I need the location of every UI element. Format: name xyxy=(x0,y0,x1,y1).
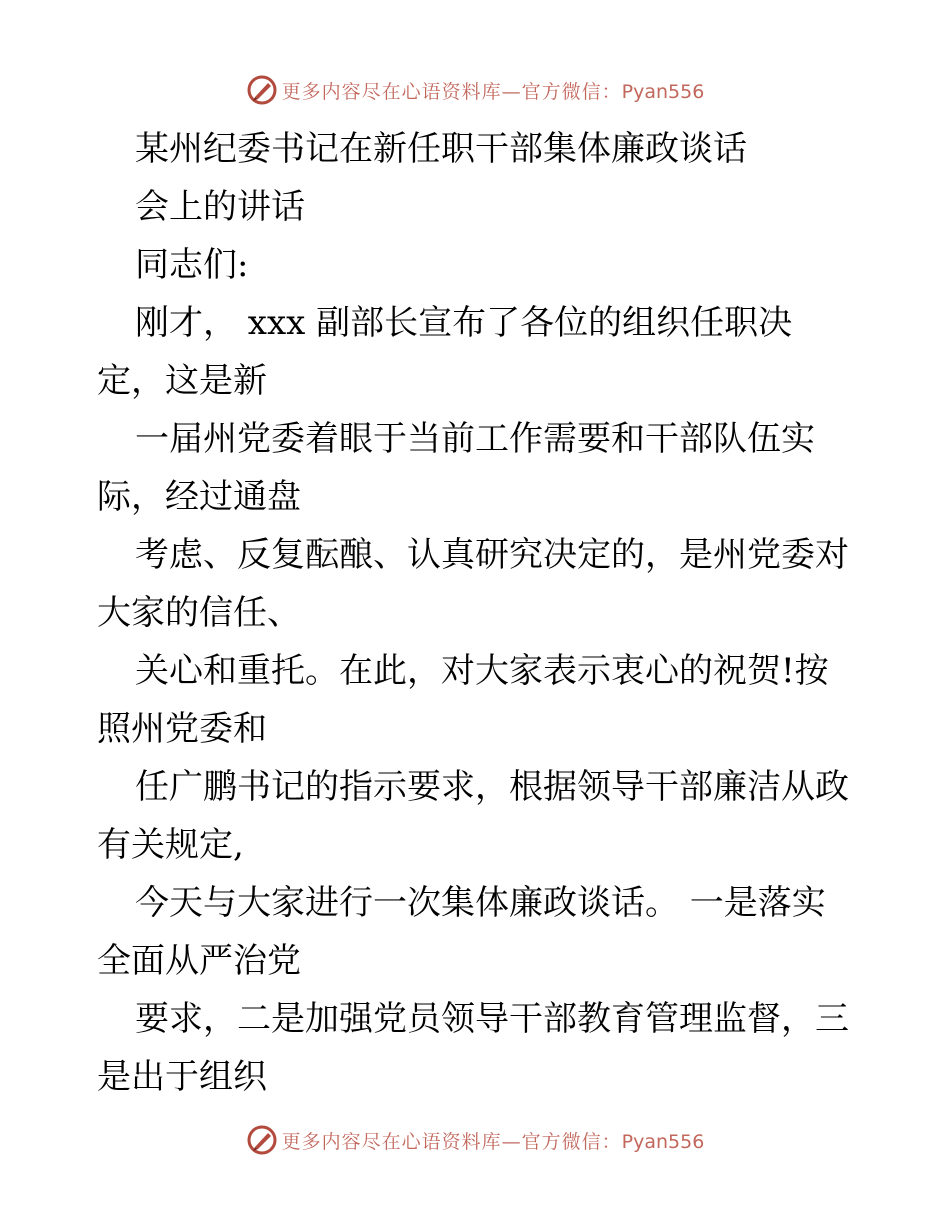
text-line: 今天与大家进行一次集体廉政谈话。 一是落实 xyxy=(135,883,826,923)
text-line: 有关规定, xyxy=(97,825,244,865)
text-line: 大家的信任、 xyxy=(97,593,301,633)
text-line: 同志们: xyxy=(135,245,249,285)
banner-brand: Pyan556 xyxy=(621,1130,705,1153)
footer-banner xyxy=(0,1120,950,1160)
banner-text: 更多内容尽在心语资料库—官方微信：Pyan556 xyxy=(281,80,705,103)
header-banner xyxy=(0,70,950,110)
text-line: 照州党委和 xyxy=(97,709,267,749)
text-line: 全面从严治党 xyxy=(97,941,301,981)
text-line: 定，这是新 xyxy=(97,361,267,401)
pen-seal-icon xyxy=(246,1124,278,1156)
text-line: 某州纪委书记在新任职干部集体廉政谈话 xyxy=(135,129,747,169)
document-body xyxy=(97,120,857,1106)
text-line: 任广鹏书记的指示要求，根据领导干部廉洁从政 xyxy=(135,767,849,807)
text-line: 会上的讲话 xyxy=(135,187,305,227)
banner-brand: Pyan556 xyxy=(621,80,705,103)
text-line: 关心和重托。在此，对大家表示衷心的祝贺!按 xyxy=(135,651,829,691)
text-line: 考虑、反复酝酿、认真研究决定的，是州党委对 xyxy=(135,535,849,575)
text-line: 一届州党委着眼于当前工作需要和干部队伍实 xyxy=(135,419,815,459)
text-line: 刚才， xxx 副部长宣布了各位的组织任职决 xyxy=(135,303,793,343)
banner-text: 更多内容尽在心语资料库—官方微信：Pyan556 xyxy=(281,1130,705,1153)
text-line: 要求，二是加强党员领导干部教育管理监督，三 xyxy=(135,999,849,1039)
text-line: 是出于组织 xyxy=(97,1057,267,1097)
text-line: 际，经过通盘 xyxy=(97,477,301,517)
pen-seal-icon xyxy=(246,74,278,106)
